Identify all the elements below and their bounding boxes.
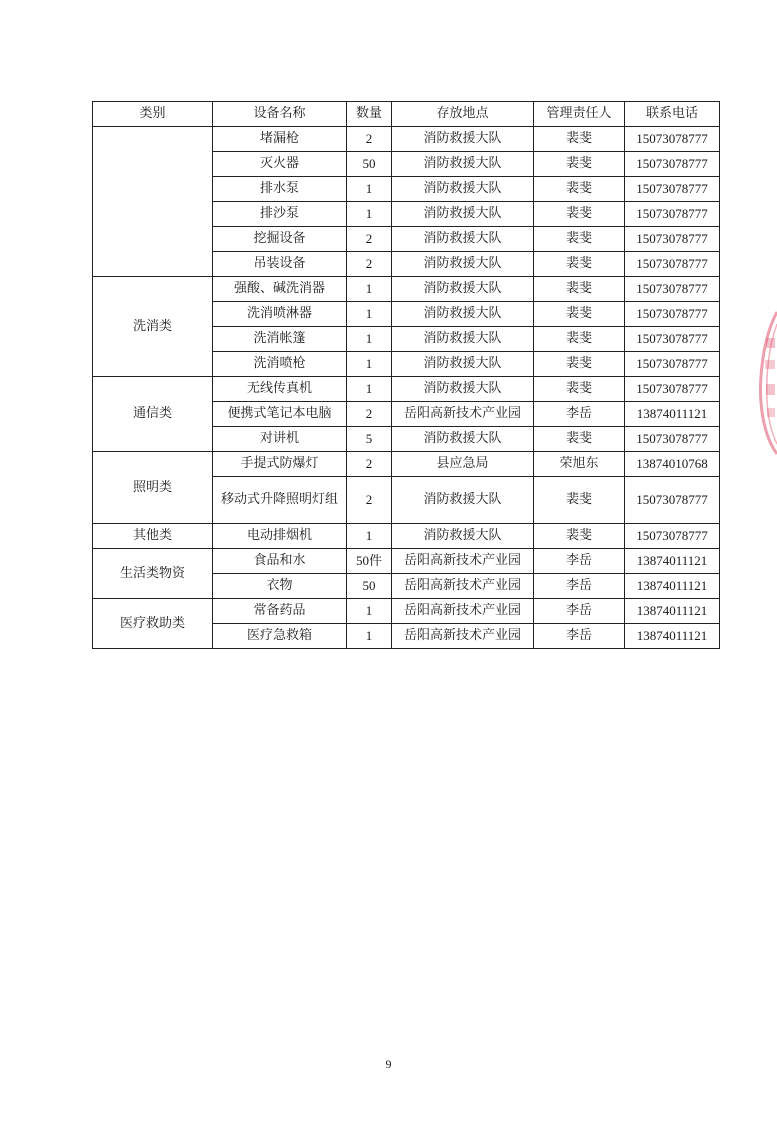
manager-cell: 李岳 (534, 549, 625, 574)
equipment-name-cell: 无线传真机 (213, 377, 347, 402)
manager-cell: 裴斐 (534, 377, 625, 402)
equipment-name-cell: 灭火器 (213, 152, 347, 177)
location-cell: 消防救援大队 (392, 477, 534, 524)
phone-cell: 15073078777 (625, 477, 720, 524)
manager-cell: 李岳 (534, 402, 625, 427)
equipment-name-cell: 电动排烟机 (213, 524, 347, 549)
equipment-name-cell: 排沙泵 (213, 202, 347, 227)
location-cell: 消防救援大队 (392, 352, 534, 377)
phone-cell: 15073078777 (625, 277, 720, 302)
equipment-name-cell: 洗消喷淋器 (213, 302, 347, 327)
quantity-cell: 50件 (347, 549, 392, 574)
table-row (93, 452, 720, 477)
quantity-cell: 2 (347, 127, 392, 152)
location-cell: 县应急局 (392, 452, 534, 477)
phone-cell: 13874010768 (625, 452, 720, 477)
quantity-cell: 1 (347, 624, 392, 649)
manager-cell: 裴斐 (534, 227, 625, 252)
table-row (93, 277, 720, 302)
equipment-name-cell: 洗消喷枪 (213, 352, 347, 377)
equipment-name-cell: 食品和水 (213, 549, 347, 574)
location-cell: 岳阳高新技术产业园 (392, 624, 534, 649)
table-header-row (93, 102, 720, 127)
location-cell: 消防救援大队 (392, 524, 534, 549)
manager-cell: 李岳 (534, 624, 625, 649)
phone-cell: 15073078777 (625, 202, 720, 227)
quantity-cell: 1 (347, 524, 392, 549)
manager-cell: 裴斐 (534, 477, 625, 524)
equipment-name-cell: 医疗急救箱 (213, 624, 347, 649)
location-cell: 消防救援大队 (392, 252, 534, 277)
location-cell: 岳阳高新技术产业园 (392, 402, 534, 427)
manager-cell: 裴斐 (534, 327, 625, 352)
category-cell: 通信类 (93, 377, 213, 452)
header-category: 类别 (93, 102, 213, 127)
phone-cell: 15073078777 (625, 327, 720, 352)
category-cell: 生活类物资 (93, 549, 213, 599)
location-cell: 岳阳高新技术产业园 (392, 549, 534, 574)
manager-cell: 裴斐 (534, 202, 625, 227)
phone-cell: 15073078777 (625, 127, 720, 152)
quantity-cell: 1 (347, 327, 392, 352)
equipment-table (92, 101, 720, 649)
quantity-cell: 1 (347, 599, 392, 624)
manager-cell: 裴斐 (534, 252, 625, 277)
equipment-name-cell: 常备药品 (213, 599, 347, 624)
table-row (93, 377, 720, 402)
manager-cell: 裴斐 (534, 277, 625, 302)
equipment-name-cell: 堵漏枪 (213, 127, 347, 152)
manager-cell: 裴斐 (534, 427, 625, 452)
location-cell: 岳阳高新技术产业园 (392, 599, 534, 624)
equipment-name-cell: 对讲机 (213, 427, 347, 452)
category-cell: 照明类 (93, 452, 213, 524)
manager-cell: 荣旭东 (534, 452, 625, 477)
manager-cell: 裴斐 (534, 152, 625, 177)
phone-cell: 15073078777 (625, 252, 720, 277)
phone-cell: 15073078777 (625, 227, 720, 252)
category-cell: 其他类 (93, 524, 213, 549)
phone-cell: 13874011121 (625, 574, 720, 599)
phone-cell: 15073078777 (625, 377, 720, 402)
location-cell: 消防救援大队 (392, 127, 534, 152)
quantity-cell: 2 (347, 452, 392, 477)
location-cell: 消防救援大队 (392, 277, 534, 302)
page-number: 9 (385, 1057, 392, 1071)
phone-cell: 15073078777 (625, 524, 720, 549)
equipment-name-cell: 排水泵 (213, 177, 347, 202)
manager-cell: 李岳 (534, 574, 625, 599)
phone-cell: 15073078777 (625, 427, 720, 452)
table-row (93, 127, 720, 152)
manager-cell: 裴斐 (534, 177, 625, 202)
quantity-cell: 5 (347, 427, 392, 452)
header-manager: 管理责任人 (534, 102, 625, 127)
equipment-name-cell: 衣物 (213, 574, 347, 599)
phone-cell: 15073078777 (625, 152, 720, 177)
header-phone: 联系电话 (625, 102, 720, 127)
equipment-name-cell: 洗消帐篷 (213, 327, 347, 352)
quantity-cell: 1 (347, 277, 392, 302)
manager-cell: 裴斐 (534, 302, 625, 327)
manager-cell: 李岳 (534, 599, 625, 624)
header-location: 存放地点 (392, 102, 534, 127)
quantity-cell: 1 (347, 377, 392, 402)
quantity-cell: 2 (347, 252, 392, 277)
location-cell: 消防救援大队 (392, 227, 534, 252)
location-cell: 消防救援大队 (392, 327, 534, 352)
equipment-name-cell: 便携式笔记本电脑 (213, 402, 347, 427)
phone-cell: 15073078777 (625, 302, 720, 327)
quantity-cell: 1 (347, 177, 392, 202)
quantity-cell: 50 (347, 574, 392, 599)
category-cell: 医疗救助类 (93, 599, 213, 649)
phone-cell: 13874011121 (625, 549, 720, 574)
location-cell: 消防救援大队 (392, 177, 534, 202)
phone-cell: 13874011121 (625, 624, 720, 649)
table-row (93, 524, 720, 549)
quantity-cell: 1 (347, 302, 392, 327)
location-cell: 消防救援大队 (392, 427, 534, 452)
location-cell: 岳阳高新技术产业园 (392, 574, 534, 599)
quantity-cell: 2 (347, 402, 392, 427)
manager-cell: 裴斐 (534, 127, 625, 152)
phone-cell: 13874011121 (625, 402, 720, 427)
table-row (93, 549, 720, 574)
equipment-name-cell: 手提式防爆灯 (213, 452, 347, 477)
manager-cell: 裴斐 (534, 352, 625, 377)
table-row (93, 599, 720, 624)
phone-cell: 15073078777 (625, 177, 720, 202)
location-cell: 消防救援大队 (392, 152, 534, 177)
location-cell: 消防救援大队 (392, 202, 534, 227)
equipment-name-cell: 强酸、碱洗消器 (213, 277, 347, 302)
seal-stamp-icon (755, 308, 777, 458)
quantity-cell: 2 (347, 227, 392, 252)
category-cell: 洗消类 (93, 277, 213, 377)
category-cell (93, 127, 213, 277)
quantity-cell: 1 (347, 202, 392, 227)
location-cell: 消防救援大队 (392, 302, 534, 327)
header-quantity: 数量 (347, 102, 392, 127)
location-cell: 消防救援大队 (392, 377, 534, 402)
equipment-name-cell: 吊装设备 (213, 252, 347, 277)
phone-cell: 15073078777 (625, 352, 720, 377)
quantity-cell: 50 (347, 152, 392, 177)
equipment-name-cell: 挖掘设备 (213, 227, 347, 252)
header-equipment-name: 设备名称 (213, 102, 347, 127)
quantity-cell: 2 (347, 477, 392, 524)
manager-cell: 裴斐 (534, 524, 625, 549)
phone-cell: 13874011121 (625, 599, 720, 624)
seal-stamp-fragment (755, 308, 777, 458)
equipment-name-cell: 移动式升降照明灯组 (213, 477, 347, 524)
quantity-cell: 1 (347, 352, 392, 377)
